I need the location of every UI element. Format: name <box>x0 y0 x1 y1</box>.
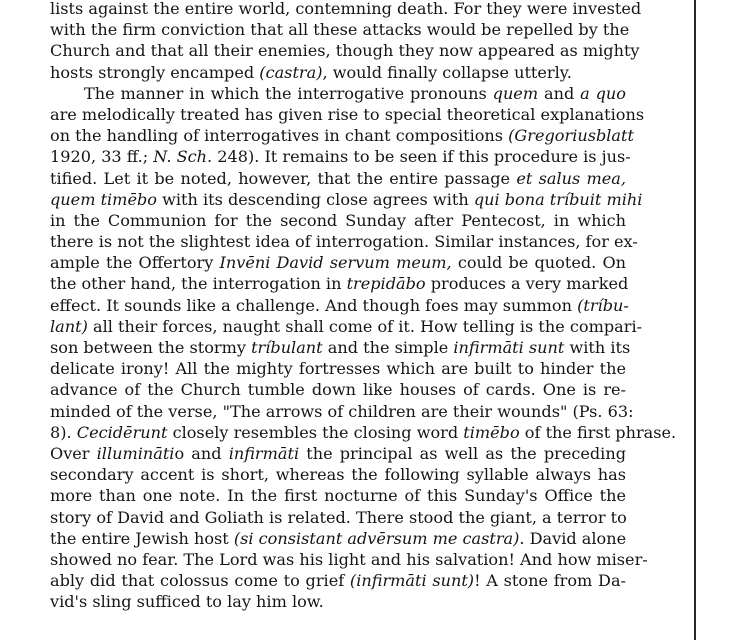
text-line <box>50 104 645 125</box>
italic-text: (infirmāti sunt) <box>349 571 475 591</box>
text-run: more than one note. In the first nocturne of this Sunday's Office the <box>50 486 626 506</box>
italic-text: lant) <box>50 316 88 336</box>
text-line <box>50 422 677 443</box>
text-run: of the first phrase. <box>519 422 677 442</box>
text-line <box>50 252 626 273</box>
italic-text: Cecidērunt <box>76 422 168 442</box>
text-run: effect. It sounds like a challenge. And though foes may summon <box>50 295 578 315</box>
text-line <box>50 168 626 189</box>
text-line <box>50 401 634 422</box>
text-line <box>50 0 642 19</box>
italic-text: timēbo <box>463 422 520 442</box>
text-run: 8). <box>50 422 77 442</box>
text-run: advance of the Church tumble down like houses of cards. One is re- <box>50 380 626 400</box>
book-page-text <box>50 0 677 612</box>
italic-text: a quo <box>580 83 626 103</box>
italic-text: illumināti <box>96 443 175 463</box>
text-run: could be quoted. On <box>451 253 626 273</box>
text-line <box>50 443 626 464</box>
text-run: hosts strongly encamped <box>50 62 260 82</box>
text-line <box>50 570 626 591</box>
text-run: with its descending close agrees with <box>156 189 474 209</box>
text-run: closely resembles the closing word <box>167 422 464 442</box>
text-line <box>50 485 626 506</box>
italic-text: infirmāti <box>228 443 300 463</box>
text-line <box>50 231 638 252</box>
text-line <box>50 273 629 294</box>
text-line <box>50 379 626 400</box>
text-run: and the simple <box>322 338 454 357</box>
text-run: all their forces, naught shall come of it. How telling is the compari- <box>87 316 643 336</box>
text-run: secondary accent is short, whereas the following syllable always has <box>50 465 626 485</box>
text-line <box>50 40 640 61</box>
text-run: the entire Jewish host <box>50 528 234 548</box>
text-line <box>50 62 626 83</box>
text-run: there is not the slightest idea of interrogation. Similar instances, for ex- <box>50 232 638 252</box>
text-run: showed no fear. The Lord was his light and his salvation! And how miser- <box>50 549 648 569</box>
text-run: son between the stormy <box>50 338 252 357</box>
text-run: are melodically treated has given rise to special theoretical explanations <box>50 104 645 124</box>
text-run: on the handling of interrogatives in chant compositions <box>50 126 509 146</box>
text-line <box>50 337 631 358</box>
italic-text: (tríbu- <box>577 295 629 315</box>
italic-text: quem <box>492 83 539 103</box>
text-line <box>50 125 634 146</box>
text-run: and <box>538 83 581 103</box>
italic-text: tríbulant <box>251 338 323 357</box>
text-line <box>50 210 626 231</box>
text-line <box>50 295 629 316</box>
text-line <box>50 146 631 167</box>
text-line <box>50 316 643 337</box>
italic-text: (si consistant advērsum me castra) <box>233 528 520 548</box>
text-run: in the Communion for the second Sunday after Pentecost, in which <box>50 210 626 230</box>
text-run: with the firm conviction that all these attacks would be repelled by the <box>50 20 630 40</box>
italic-text: Invēni David servum meum, <box>219 253 452 273</box>
text-line <box>50 464 626 485</box>
text-line <box>50 19 630 40</box>
text-run: Church and that all their enemies, though they now appeared as mighty <box>50 41 640 61</box>
text-run: The manner in which the interrogative pronouns <box>84 83 493 103</box>
text-run: . David alone <box>519 528 627 548</box>
text-run: story of David and Goliath is related. There stood the giant, a terror to <box>50 507 627 527</box>
text-run: tified. Let it be noted, however, that the entire passage <box>50 168 517 188</box>
text-run: ably did that colossus come to grief <box>50 571 350 591</box>
paragraph-start-line <box>50 83 626 104</box>
text-line <box>50 591 626 612</box>
text-run: o and <box>174 443 229 463</box>
italic-text: quem timēbo <box>50 189 157 209</box>
text-run: minded of the verse, "The arrows of children are their wounds" (Ps. 63: <box>50 401 634 421</box>
italic-text: (Gregoriusblatt <box>508 126 634 146</box>
italic-text: (castra) <box>259 62 323 82</box>
text-run: 248). It remains to be seen if this procedure is jus- <box>212 147 631 167</box>
page-edge-rule <box>694 0 696 640</box>
text-line <box>50 358 626 379</box>
text-run: vid's sling sufficed to lay him low. <box>50 592 324 612</box>
text-run: with its <box>564 338 631 357</box>
italic-text: infirmāti sunt <box>453 338 565 357</box>
italic-text: et salus mea, <box>516 168 626 188</box>
text-run: ample the Offertory <box>50 253 220 273</box>
italic-text: N. Sch. <box>153 147 213 167</box>
text-run: delicate irony! All the mighty fortresses which are built to hinder the <box>50 359 626 379</box>
text-run: the principal as well as the preceding <box>299 443 626 463</box>
text-line <box>50 528 626 549</box>
text-line <box>50 549 648 570</box>
text-run: the other hand, the interrogation in <box>50 274 347 294</box>
text-line <box>50 507 626 528</box>
text-run: lists against the entire world, contemning death. For they were invested <box>50 0 642 18</box>
italic-text: qui bona tríbuit mihi <box>473 189 643 209</box>
italic-text: trepidābo <box>346 274 426 294</box>
text-run: Over <box>50 443 97 463</box>
text-run: ! A stone from Da- <box>474 571 626 591</box>
text-run: , would finally collapse utterly. <box>322 62 572 82</box>
text-run: produces a very marked <box>425 274 629 294</box>
text-line <box>50 189 643 210</box>
text-run: 1920, 33 ff.; <box>50 147 154 167</box>
